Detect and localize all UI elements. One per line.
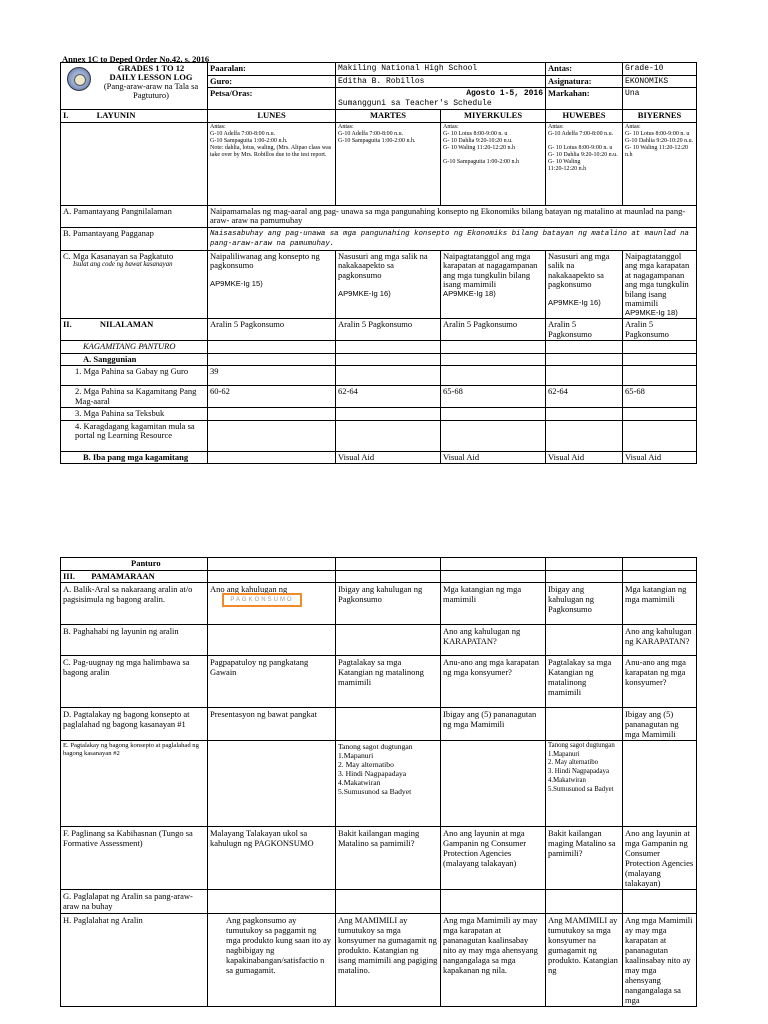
pm-cell: Ang mga Mamimili ay may mga karapatan at pananagutan kaalinsabay nito ay may mga ahensyang nangangalaga sa mga kapakanan ng nila.	[441, 914, 546, 1007]
sang-cell: 62-64	[336, 386, 441, 408]
section-i-cell	[61, 110, 208, 123]
pm-cell: Ibigay ang (5) pananagutan ng mga Mamimili	[623, 708, 697, 741]
row-paghahabi	[61, 625, 697, 656]
kasanayan-code: AP9MKE-Ig 16)	[338, 288, 391, 298]
dll-label: DAILY LESSON LOG	[109, 72, 193, 82]
row-kagamitan	[61, 341, 697, 354]
schedule-label-empty	[61, 122, 208, 205]
empty-cell	[336, 341, 441, 354]
pm-cell: Ibigay ang kahulugan ng Pagkonsumo	[546, 583, 623, 625]
kasanayan-code: AP9MKE-Ig 18)	[625, 307, 678, 317]
panturo-label: Panturo	[61, 558, 208, 571]
pm-cell	[336, 890, 441, 914]
section-ii-cell	[61, 319, 208, 341]
nilalaman-miyerkules: Aralin 5 Pagkonsumo	[441, 319, 546, 341]
nilalaman-martes: Aralin 5 Pagkonsumo	[336, 319, 441, 341]
empty-cell	[336, 353, 441, 366]
header-block	[61, 63, 208, 110]
pm-cell	[546, 890, 623, 914]
sang-cell: 60-62	[208, 386, 336, 408]
sang-cell	[441, 408, 546, 421]
row-pamantayang-pagganap	[61, 227, 697, 250]
sang-cell	[336, 366, 441, 386]
empty-cell	[336, 570, 441, 583]
deped-seal-logo	[67, 67, 91, 91]
row-teksbuk	[61, 408, 697, 421]
pm-cell	[546, 708, 623, 741]
row-paglalapat	[61, 890, 697, 914]
petsa-label: Petsa/Oras:	[208, 88, 336, 110]
nilalaman-biyernes: Aralin 5 Pagkonsumo	[623, 319, 697, 341]
sang-cell: 65-68	[441, 386, 546, 408]
sang-cell: 62-64	[546, 386, 623, 408]
sang-label-2: 2. Mga Pahina sa Kagamitang Pang Mag-aaral	[61, 386, 208, 408]
pm-cell: Ano ang layunin at mga Gampanin ng Consumer Protection Agencies (malayang talakayan)	[441, 827, 546, 890]
empty-cell	[441, 353, 546, 366]
row-pagtalakay-1	[61, 708, 697, 741]
iba-cell: Visual Aid	[546, 451, 623, 464]
row-sanggunian	[61, 353, 697, 366]
empty-cell	[441, 558, 546, 571]
sang-label-3: 3. Mga Pahina sa Teksbuk	[61, 408, 208, 421]
section-iii-cell	[61, 570, 208, 583]
schedule-martes: Antas: G-10 Adelfa 7:00-8:00 n.u. G-10 Sampaguita 1:00-2:00 n.h.	[336, 122, 441, 205]
pm-cell: Mga katangian ng mga mamimili	[623, 583, 697, 625]
pm-cell	[208, 625, 336, 656]
pm-cell: Mga katangian ng mga mamimili	[441, 583, 546, 625]
pm-cell: Malayang Talakayan ukol sa kahulugn ng PAGKONSUMO	[208, 827, 336, 890]
petsa-cell	[336, 88, 546, 110]
empty-cell	[208, 341, 336, 354]
section-iii-num: III.	[63, 570, 76, 581]
pm-cell: Presentasyon ng bawat pangkat	[208, 708, 336, 741]
empty-cell	[208, 353, 336, 366]
pm-cell: Ano ang kahulugan ng	[208, 583, 336, 625]
empty-cell	[623, 558, 697, 571]
sanggunian-label: A. Sanggunian	[61, 353, 208, 366]
day-miyerkules: MIYERKULES	[441, 110, 546, 123]
iba-label: B. Iba pang mga kagamitang	[61, 451, 208, 464]
kasanayan-text: Naipagtatanggol ang mga karapatan at nagagampanan ang mga tungkulin bilang isang mamimili	[443, 250, 538, 289]
sang-cell	[623, 408, 697, 421]
section-i-label: LAYUNIN	[96, 110, 136, 120]
kasanayan-text: Naipagtatanggol ang mga karapatan at nagagampanan ang mga tungkulin bilang isang mamimili	[625, 250, 690, 308]
day-biyernes: BIYERNES	[623, 110, 697, 123]
row-paglalahat	[61, 914, 697, 1007]
row-gabay-guro	[61, 366, 697, 386]
day-header-row	[61, 110, 697, 123]
row-c-sublabel: Isulat ang code ng bawat kasanayan	[73, 261, 173, 268]
empty-cell	[623, 341, 697, 354]
pm-cell: Pagtalakay sa mga Katangian ng matalinong mamimili	[336, 656, 441, 708]
lesson-log-table-top	[60, 62, 697, 464]
pm-label-g: G. Paglalapat ng Aralin sa pang-araw-araw na buhay	[61, 890, 208, 914]
section-iii-label: PAMAMARAAN	[91, 570, 155, 581]
row-a-text: Naipamamalas ng mag-aaral ang pag- unawa sa mga pangunahing konsepto ng Ekonomiks bilang batayan ng matalino at maunlad na pang-araw- araw na pamumuhay	[208, 205, 697, 227]
pm-cell	[441, 741, 546, 827]
pm-cell: Ano ang layunin at mga Gampanin ng Consumer Protection Agencies (malayang talakayan)	[623, 827, 697, 890]
kasanayan-code: AP9MKE-Ig 15)	[210, 279, 263, 288]
schedule-row	[61, 122, 697, 205]
empty-cell	[546, 353, 623, 366]
schedule-lunes: Antas: G-10 Adelfa 7:00-8:00 n.u. G-10 Sampaguita 1:00-2:00 n.h. Note: dahlia, lotus, waling, (Mrs. Alipao class was take over by Mrs. Robillos due to the test report.	[208, 122, 336, 205]
kasanayan-lunes	[208, 250, 336, 319]
pm-cell: Ibigay ang kahulugan ng Pagkonsumo	[336, 583, 441, 625]
row-kasanayan	[61, 250, 697, 319]
section-ii-label: NILALAMAN	[99, 319, 154, 330]
pm-cell: Ang pagkonsumo ay tumutukoy sa paggamit ng mga produkto kung saan ito ay nagbibigay ng kapakinabangan/satisfactio n sa gumagamit.	[208, 914, 336, 1007]
day-martes: MARTES	[336, 110, 441, 123]
schedule-huwebes: Antas: G-10 Adelfa 7:00-8:00 n.u. G- 10 Lotus 8:00-9:00 n. u G- 10 Dahlia 9:20-10:20 n.u. G- 10 Waling 11:20-12:20 n.h	[546, 122, 623, 205]
pm-cell	[623, 890, 697, 914]
pm-cell	[441, 890, 546, 914]
row-iba-pang-kagamitan	[61, 451, 697, 464]
pm-label-h: H. Paglalahat ng Aralin	[61, 914, 208, 1007]
row-paglinang	[61, 827, 697, 890]
empty-cell	[441, 570, 546, 583]
lesson-log-table-bottom	[60, 557, 697, 1007]
row-karagdagang-kagamitan	[61, 420, 697, 451]
pm-cell: Ibigay ang (5) pananagutan ng mga Mamimili	[441, 708, 546, 741]
row-balik-aral	[61, 583, 697, 625]
iba-cell: Visual Aid	[623, 451, 697, 464]
pm-label-d: D. Pagtalakay ng bagong konsepto at paglalahad ng bagong kasanayan #1	[61, 708, 208, 741]
row-pamamaraan	[61, 570, 697, 583]
empty-cell	[208, 570, 336, 583]
iba-cell	[208, 451, 336, 464]
sang-cell	[336, 420, 441, 451]
sang-cell: 65-68	[623, 386, 697, 408]
sang-label-1: 1. Mga Pahina sa Gabay ng Guro	[61, 366, 208, 386]
petsa-value: Agosto 1-5, 2016	[466, 89, 544, 98]
pm-cell: Ano ang kahulugan ng KARAPATAN?	[623, 625, 697, 656]
markahan-value: Una	[623, 88, 697, 110]
kasanayan-huwebes	[546, 250, 623, 319]
sang-cell	[546, 408, 623, 421]
sang-cell	[546, 420, 623, 451]
day-huwebes: HUWEBES	[546, 110, 623, 123]
kasanayan-biyernes	[623, 250, 697, 319]
iba-cell: Visual Aid	[441, 451, 546, 464]
row-c-label: C. Mga Kasanayan sa Pagkatuto	[63, 250, 174, 261]
nilalaman-lunes: Aralin 5 Pagkonsumo	[208, 319, 336, 341]
pm-cell: Pagpapatuloy ng pangkatang Gawain	[208, 656, 336, 708]
row-kagamitang-mag-aaral	[61, 386, 697, 408]
empty-cell	[546, 341, 623, 354]
row-b-label: B. Pamantayang Pagganap	[61, 227, 208, 250]
petsa-sub: Sumangguni sa Teacher's Schedule	[338, 98, 492, 108]
sang-cell	[441, 366, 546, 386]
guro-label: Guro:	[208, 75, 336, 88]
pm-cell: Ang MAMIMILI ay tumutukoy sa mga konsyumer na gumagamit ng produkto. Katangian ng isang mamimili ang pagiging matalino.	[336, 914, 441, 1007]
row-b-text: Naisasabuhay ang pag-unawa sa mga pangunahing konsepto ng Ekonomiks bilang batayan ng matalino at maunlad na pang-araw-araw na pamumuhay.	[208, 227, 697, 250]
row-c-label-cell	[61, 250, 208, 319]
antas-value: Grade-10	[623, 63, 697, 76]
kasanayan-text: Naipaliliwanag ang konsepto ng pagkonsumo	[210, 250, 320, 270]
highlighted-word-box	[222, 593, 302, 607]
pm-label-a: A. Balik-Aral sa nakaraang aralin at/o pagsisimula ng bagong aralin.	[61, 583, 208, 625]
kasanayan-martes	[336, 250, 441, 319]
nilalaman-huwebes: Aralin 5 Pagkonsumo	[546, 319, 623, 341]
pm-cell	[208, 741, 336, 827]
section-ii-num: II.	[63, 319, 72, 330]
empty-cell	[623, 353, 697, 366]
schedule-biyernes: Antas: G- 10 Lotus 8:00-9:00 n. u G-10 Dahlia 9:20-10:20 n.u. G- 10 Waling 11:20-12:20 n.h	[623, 122, 697, 205]
empty-cell	[441, 341, 546, 354]
sang-cell	[208, 408, 336, 421]
pm-cell: Anu-ano ang mga karapatan ng mga konsyumer?	[623, 656, 697, 708]
sang-cell	[546, 366, 623, 386]
pm-cell	[623, 741, 697, 827]
schedule-miyerkules: Antas: G- 10 Lotus 8:00-9:00 n. u G- 10 Dahlia 9:20-10:20 n.u. G- 10 Waling 11:20-12:20 n.h G-10 Sampaguita 1:00-2:00 n.h	[441, 122, 546, 205]
kasanayan-code: AP9MKE-Ig 18)	[443, 288, 496, 298]
empty-cell	[336, 558, 441, 571]
guro-value: Editha B. Robillos	[336, 75, 546, 88]
pm-cell	[546, 625, 623, 656]
pm-cell: Ang MAMIMILI ay tumutukoy sa mga konsyumer na gumagamit ng produkto. Katangian ng	[546, 914, 623, 1007]
kagamitan-label: KAGAMITANG PANTURO	[61, 341, 208, 354]
paaralan-value: Makiling National High School	[336, 63, 546, 76]
markahan-label: Markahan:	[546, 88, 623, 110]
row-panturo	[61, 558, 697, 571]
pm-cell	[336, 708, 441, 741]
pm-cell: Pagtalakay sa mga Katangian ng matalinong mamimili	[546, 656, 623, 708]
kasanayan-miyerkules	[441, 250, 546, 319]
pm-cell	[208, 890, 336, 914]
sang-label-4: 4. Karagdagang kagamitan mula sa portal ng Learning Resource	[61, 420, 208, 451]
sang-cell	[623, 420, 697, 451]
annex-label: Annex 1C to Deped Order No.42, s. 2016	[62, 54, 210, 64]
row-nilalaman	[61, 319, 697, 341]
antas-label: Antas:	[546, 63, 623, 76]
pm-cell: Ang mga Mamimili ay may mga karapatan at pananagutan kaalinsabay nito ay may mga ahensyang nangangalaga sa mga	[623, 914, 697, 1007]
kasanayan-text: Nasusuri ang mga salik na nakakaapekto sa pagkonsumo	[548, 250, 610, 289]
row-pag-uugnay	[61, 656, 697, 708]
paaralan-label: Paaralan:	[208, 63, 336, 76]
section-i-num: I.	[63, 110, 69, 120]
highlighted-word: PAGKONSUMO	[230, 597, 294, 603]
empty-cell	[208, 558, 336, 571]
empty-cell	[623, 570, 697, 583]
empty-cell	[546, 570, 623, 583]
pm-cell: Ano ang kahulugan ng KARAPATAN?	[441, 625, 546, 656]
row-a-label: A. Pamantayang Pangnilalaman	[61, 205, 208, 227]
sang-cell	[623, 366, 697, 386]
pm-cell: Tanong sagot dugtungan 1.Mapanuri 2. May alternatibo 3. Hindi Nagpapadaya 4.Makatwiran 5.Sumusunod sa Badyet	[336, 741, 441, 827]
pm-cell: Tanong sagot dugtungan 1.Mapanuri 2. May alternatibo 3. Hindi Nagpapadaya 4.Makatwiran 5.Sumusunod sa Badyet	[546, 741, 623, 827]
pm-cell: Bakit kailangan maging Matalino sa pamimili?	[546, 827, 623, 890]
sang-cell	[336, 408, 441, 421]
pm-label-c: C. Pag-uugnay ng mga halimbawa sa bagong aralin	[61, 656, 208, 708]
asignatura-label: Asignatura:	[546, 75, 623, 88]
dll-subtitle: (Pang-araw-araw na Tala sa Pagtuturo)	[103, 81, 199, 100]
pm-cell	[336, 625, 441, 656]
pm-label-b: B. Paghahabi ng layunin ng aralin	[61, 625, 208, 656]
kasanayan-code: AP9MKE-Ig 16)	[548, 298, 601, 307]
header-row-1	[61, 63, 697, 76]
grades-label: GRADES 1 TO 12	[117, 63, 185, 73]
row-pagtalakay-2	[61, 741, 697, 827]
pm-cell: Anu-ano ang mga karapatan ng mga konsyumer?	[441, 656, 546, 708]
pm-label-f: F. Paglinang sa Kabihasnan (Tungo sa Formative Assessment)	[61, 827, 208, 890]
pm-label-e: E. Pagtalakay ng bagong konsepto at paglalahad ng bagong kasanayan #2	[61, 741, 208, 827]
kasanayan-text: Nasusuri ang mga salik na nakakaapekto sa pagkonsumo	[338, 250, 428, 280]
row-pamantayang-pangnilalaman	[61, 205, 697, 227]
day-lunes: LUNES	[208, 110, 336, 123]
iba-cell: Visual Aid	[336, 451, 441, 464]
empty-cell	[546, 558, 623, 571]
sang-cell	[208, 420, 336, 451]
sang-cell: 39	[208, 366, 336, 386]
pm-cell: Bakit kailangan maging Matalino sa pamimili?	[336, 827, 441, 890]
sang-cell	[441, 420, 546, 451]
asignatura-value: EKONOMIKS	[623, 75, 697, 88]
